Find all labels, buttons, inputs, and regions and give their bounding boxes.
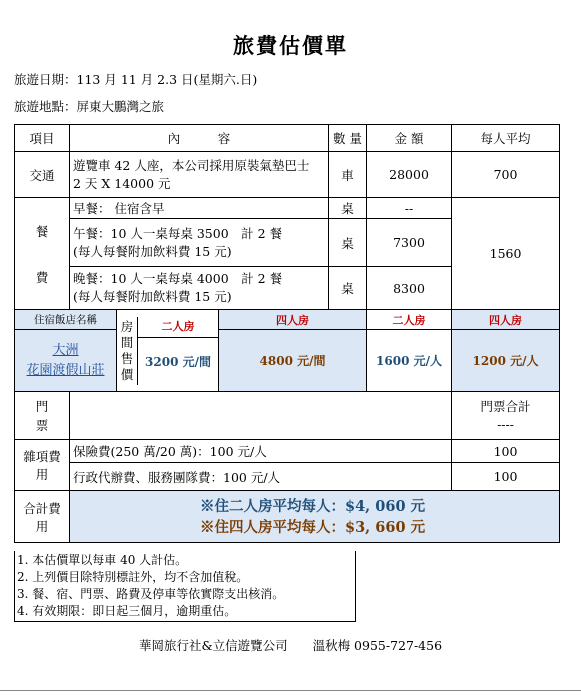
ticket-row [15, 392, 560, 440]
header-item: 項目 [15, 125, 70, 152]
lunch-amount: 7300 [367, 219, 452, 267]
hotel-name-label: 住宿飯店名稱 [15, 310, 117, 330]
total-row [15, 491, 560, 543]
note-item: 4. 有效期限：即日起三個月，逾期重估。 [17, 604, 237, 618]
dinner-desc-line1: 晚餐：10 人一桌每桌 4000 計 2 餐 [73, 271, 283, 286]
room-type-4p-a: 四人房 [219, 310, 367, 330]
hotel-room-types-row [15, 310, 560, 330]
travel-location-value: 屏東大鵬灣之旅 [76, 99, 165, 114]
transport-desc [70, 152, 329, 198]
total-label: 合計費用 [15, 491, 70, 543]
misc-admin-desc: 行政代辦費、服務團隊費：100 元/人 [70, 463, 452, 491]
header-content: 內 容 [70, 125, 329, 152]
ticket-label [15, 392, 70, 440]
meals-label-top: 餐 [35, 223, 49, 239]
room-price-4p-b: 1200 元/人 [452, 330, 560, 392]
ticket-total [452, 392, 560, 440]
note-item: 1. 本估價單以每車 40 人計估。 [17, 553, 188, 567]
header-amount: 金 額 [367, 125, 452, 152]
total-line-2p: ※住二人房平均每人：$4, 060 元 [200, 497, 426, 515]
dinner-desc [70, 267, 329, 310]
misc-insurance-desc: 保險費(250 萬/20 萬)：100 元/人 [70, 440, 452, 463]
breakfast-unit: 桌 [329, 198, 367, 219]
dinner-unit: 桌 [329, 267, 367, 310]
misc-insurance-value: 100 [452, 440, 560, 463]
breakfast-desc: 早餐： 住宿含早 [70, 198, 329, 219]
hotel-price-label [117, 317, 138, 385]
meals-label-bottom: 費 [35, 269, 49, 285]
footer-contact: 華岡旅行社&立信遊覽公司 溫秋梅 0955-727-456 [138, 638, 443, 653]
document-title: 旅費估價單 [233, 33, 348, 58]
ticket-label-top: 門 [35, 398, 49, 414]
ticket-total-label: 門票合計 [480, 398, 531, 414]
note-item: 3. 餐、宿、門票、路費及停車等依實際支出核消。 [17, 587, 285, 601]
lunch-unit: 桌 [329, 219, 367, 267]
travel-location-label: 旅遊地點： [14, 99, 77, 114]
lunch-desc [70, 219, 329, 267]
meals-avg: 1560 [452, 198, 560, 310]
hotel-price-label-char: 房 [120, 318, 134, 334]
breakfast-row [15, 198, 560, 219]
transport-desc-line2: 2 天 X 14000 元 [73, 175, 171, 191]
room-type-2p-a: 二人房 [138, 317, 218, 338]
breakfast-amount: -- [367, 198, 452, 219]
dinner-amount: 8300 [367, 267, 452, 310]
travel-date-value: 113 月 11 月 2.3 日(星期六.日) [76, 72, 258, 87]
meals-label [15, 198, 70, 310]
travel-date-line [14, 70, 257, 88]
note-item: 2. 上列價目除特別標註外，均不含加值稅。 [17, 570, 249, 584]
header-avg: 每人平均 [452, 125, 560, 152]
transport-amount: 28000 [367, 152, 452, 198]
ticket-desc [70, 392, 452, 440]
page-divider [0, 690, 581, 691]
notes-box [14, 551, 356, 622]
room-price-2p-a: 3200 元/間 [145, 354, 211, 369]
ticket-total-value: ---- [497, 416, 514, 432]
hotel-price-label-cell [117, 310, 219, 392]
header-qty: 數 量 [329, 125, 367, 152]
hotel-price-label-char: 價 [120, 366, 134, 382]
room-price-2p-b: 1600 元/人 [367, 330, 452, 392]
misc-admin-value: 100 [452, 463, 560, 491]
travel-location-line [14, 97, 164, 115]
room-type-4p-b: 四人房 [452, 310, 560, 330]
ticket-label-bottom: 票 [35, 417, 49, 433]
total-line-4p: ※住四人房平均每人：$3, 660 元 [200, 518, 426, 536]
hotel-name-line2[interactable]: 花園渡假山莊 [26, 362, 105, 378]
hotel-price-label-char: 間 [120, 334, 134, 350]
transport-avg: 700 [452, 152, 560, 198]
lunch-desc-line2: (每人每餐附加飲料費 15 元) [73, 243, 232, 259]
transport-desc-line1: 遊覽車 42 人座，本公司採用原裝氣墊巴士 [73, 157, 310, 173]
misc-label: 雜項費用 [15, 440, 70, 491]
transport-unit: 車 [329, 152, 367, 198]
dinner-desc-line2: (每人每餐附加飲料費 15 元) [73, 289, 232, 304]
hotel-name-line1[interactable]: 大洲 [52, 342, 79, 358]
misc-admin-row [15, 463, 560, 491]
room-price-4p-a: 4800 元/間 [219, 330, 367, 392]
lunch-desc-line1: 午餐：10 人一桌每桌 3500 計 2 餐 [73, 225, 283, 241]
travel-date-label: 旅遊日期： [14, 72, 77, 87]
total-cell [70, 491, 560, 543]
transport-row [15, 152, 560, 198]
misc-insurance-row [15, 440, 560, 463]
table-header-row [15, 125, 560, 152]
room-type-2p-b: 二人房 [367, 310, 452, 330]
hotel-price-row [15, 330, 560, 392]
transport-label: 交通 [15, 152, 70, 198]
hotel-price-label-char: 售 [120, 350, 134, 366]
quotation-table [14, 124, 560, 543]
hotel-name[interactable] [15, 330, 117, 392]
